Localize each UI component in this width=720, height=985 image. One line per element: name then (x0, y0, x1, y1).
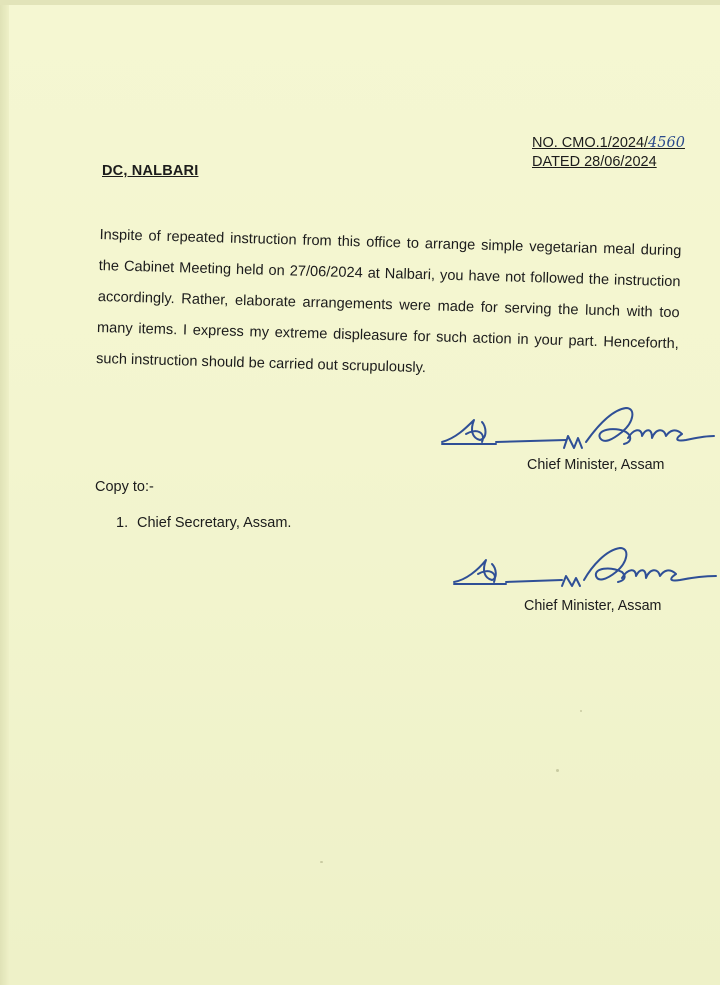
copy-to-label: Copy to:- (95, 479, 154, 495)
reference-number-prefix: NO. CMO.1/2024/ (532, 135, 649, 151)
paper-speck (556, 769, 559, 772)
paper-speck (320, 861, 323, 863)
reference-block (532, 134, 685, 172)
list-item-text: Chief Secretary, Assam. (137, 515, 292, 531)
signature-1 (436, 398, 720, 458)
paper-speck (580, 710, 582, 712)
copy-to-list (116, 515, 291, 531)
letter-body: Inspite of repeated instruction from this office to arrange simple vegetarian meal during the Cabinet Meeting held on 27/06/2024 at Nalbari, you have not followed the instruction accordingly. Rather, elaborate arrangements were made for serving the lunch with too many items. I express my extreme displeasure for such action in your part. Henceforth, such instruction should be carried out scrupulously. (95, 226, 682, 377)
addressee: DC, NALBARI (102, 163, 199, 179)
list-item (116, 515, 291, 531)
signature-1-designation: Chief Minister, Assam (527, 457, 665, 473)
reference-number-handwritten: 4560 (648, 135, 685, 151)
reference-date: DATED 28/06/2024 (532, 154, 657, 170)
signature-2-designation: Chief Minister, Assam (524, 598, 662, 614)
paper-edge-top (0, 0, 720, 5)
list-item-number: 1. (116, 515, 129, 531)
paper-edge-left (0, 0, 9, 985)
reference-number (532, 134, 685, 153)
signature-2 (450, 538, 720, 598)
